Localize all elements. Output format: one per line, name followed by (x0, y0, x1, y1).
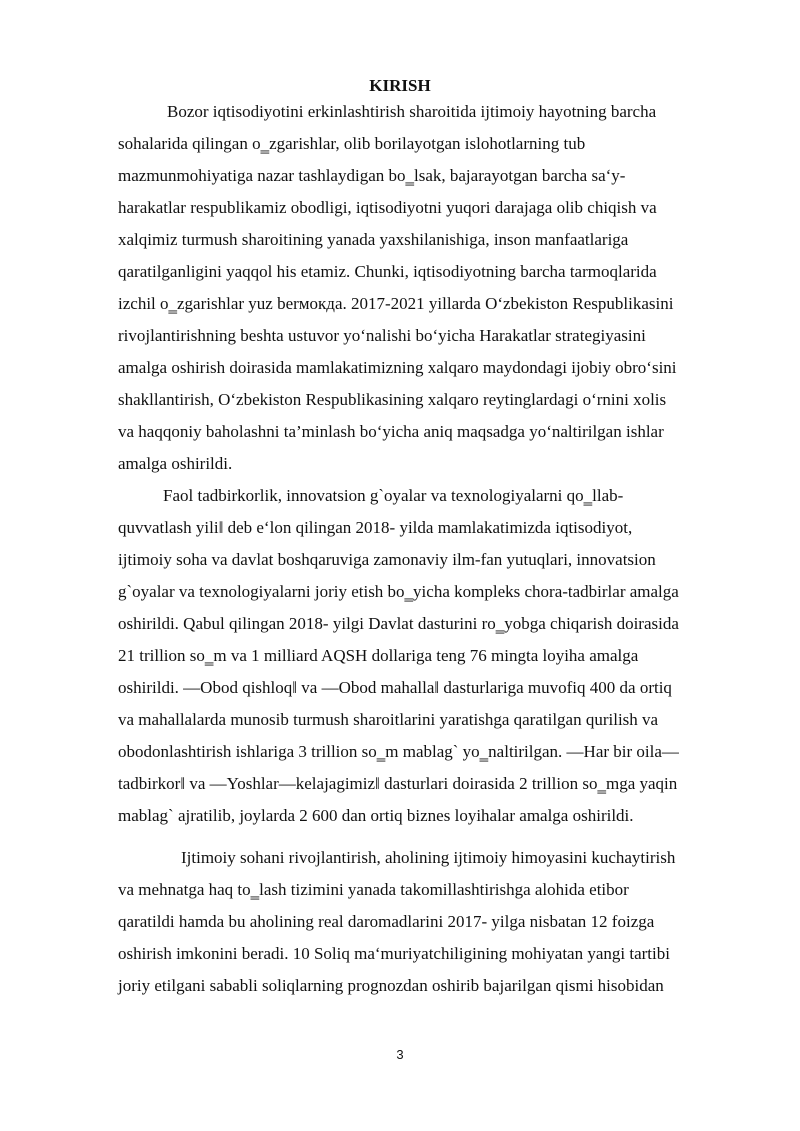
text-line: mazmunmohiyatiga nazar tashlaydigan bo‗lsak, bajarayotgan barcha sa‘y- (118, 166, 626, 185)
text-line: qaratildi hamda bu aholining real daromadlarini 2017- yilga nisbatan 12 foizga (118, 912, 655, 931)
text-line: 21 trillion so‗m va 1 milliard AQSH dollariga teng 76 mingta loyiha amalga (118, 646, 639, 665)
text-line: oshirildi. Qabul qilingan 2018- yilgi Davlat dasturini ro‗yobga chiqarish doirasida (118, 614, 679, 633)
text-line: va mahallalarda munosib turmush sharoitlarini yaratishga qaratilgan qurilish va (118, 710, 659, 729)
text-line: Bozor iqtisodiyotini erkinlashtirish sharoitida ijtimoiy hayotning barcha (167, 102, 657, 121)
text-line: qaratilganligini yaqqol his etamiz. Chunki, iqtisodiyotning barcha tarmoqlarida (118, 262, 657, 281)
text-line: sohalarida qilingan o‗zgarishlar, olib borilayotgan islohotlarning tub (118, 134, 586, 153)
text-line: mablag` ajratilib, joylarda 2 600 dan ortiq biznes loyihalar amalga oshirildi. (118, 806, 634, 825)
text-line: izchil o‗zgarishlar yuz berмокда. 2017-2021 yillarda O‘zbekiston Respublikasini (118, 294, 674, 313)
text-line: va mehnatga haq to‗lash tizimini yanada takomillashtirishga alohida etibor (118, 880, 629, 899)
text-line: xalqimiz turmush sharoitining yanada yaxshilanishiga, inson manfaatlariga (118, 230, 629, 249)
text-line: amalga oshirildi. (118, 454, 233, 473)
text-line: amalga oshirish doirasida mamlakatimizning xalqaro maydondagi ijobiy obro‘sini (118, 358, 677, 377)
text-line: shakllantirish, O‘zbekiston Respublikasining xalqaro reytinglardagi o‘rnini xolis (118, 390, 667, 409)
text-line: Ijtimoiy sohani rivojlantirish, aholining ijtimoiy himoyasini kuchaytirish (181, 848, 676, 867)
text-line: tadbirkor‖ va ―Yoshlar—kelajagimiz‖ dasturlari doirasida 2 trillion so‗mga yaqin (118, 774, 678, 793)
page-title: KIRISH (369, 76, 431, 95)
text-line: oshirildi. ―Obod qishloq‖ va ―Obod mahalla‖ dasturlariga muvofiq 400 da ortiq (118, 678, 672, 697)
text-line: g`oyalar va texnologiyalarni joriy etish bo‗yicha kompleks chora-tadbirlar amalga (118, 582, 679, 601)
text-line: Faol tadbirkorlik, innovatsion g`oyalar va texnologiyalarni qo‗llab- (163, 486, 624, 505)
text-line: oshirish imkonini beradi. 10 Soliq ma‘muriyatchiligining mohiyatan yangi tartibi (118, 944, 670, 963)
text-line: obodonlashtirish ishlariga 3 trillion so‗m mablag` yo‗naltirilgan. ―Har bir oila— (118, 742, 679, 761)
text-line: va haqqoniy baholashni ta’minlash bo‘yicha aniq maqsadga yo‘naltirilgan ishlar (118, 422, 664, 441)
text-line: harakatlar respublikamiz obodligi, iqtisodiyotni yuqori darajaga olib chiqish va (118, 198, 657, 217)
text-line: rivojlantirishning beshta ustuvor yo‘nalishi bo‘yicha Harakatlar strategiyasini (118, 326, 646, 345)
text-line: ijtimoiy soha va davlat boshqaruviga zamonaviy ilm-fan yutuqlari, innovatsion (118, 550, 656, 569)
text-line: joriy etilgani sababli soliqlarning prognozdan oshirib bajarilgan qismi hisobidan (118, 976, 664, 995)
text-line: quvvatlash yili‖ deb e‘lon qilingan 2018- yilda mamlakatimizda iqtisodiyot, (118, 518, 633, 537)
page-number: 3 (396, 1047, 404, 1062)
